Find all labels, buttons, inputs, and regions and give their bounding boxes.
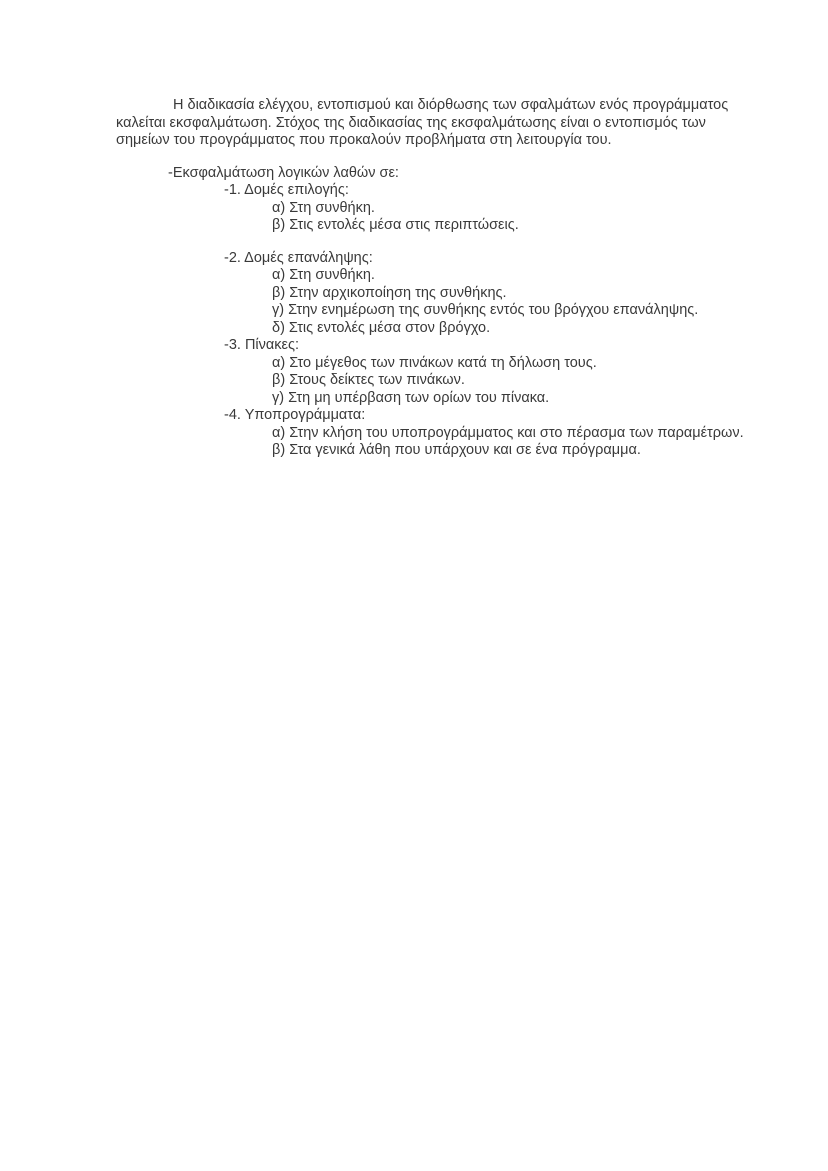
section-title: -2. Δομές επανάληψης: <box>224 249 373 266</box>
list-item: β) Στα γενικά λάθη που υπάρχουν και σε ένα πρόγραμμα. <box>272 442 641 458</box>
paragraph-line: καλείται εκσφαλμάτωση. Στόχος της διαδικασίας της εκσφαλμάτωσης είναι ο εντοπισμός των <box>116 114 706 131</box>
intro-paragraph <box>116 97 729 150</box>
paragraph-line: Η διαδικασία ελέγχου, εντοπισμού και διόρθωσης των σφαλμάτων ενός προγράμματος <box>173 97 729 113</box>
list-item: δ) Στις εντολές μέσα στον βρόγχο. <box>272 319 491 336</box>
section-title: -4. Υποπρογράμματα: <box>224 407 366 423</box>
list-section-1 <box>116 182 718 235</box>
list-section-4 <box>116 407 744 460</box>
list-section-3 <box>116 337 718 407</box>
list-item: γ) Στη μη υπέρβαση των ορίων του πίνακα. <box>272 389 550 406</box>
paragraph-line: σημείων του προγράμματος που προκαλούν προβλήματα στη λειτουργία του. <box>116 132 612 148</box>
list-section-2 <box>116 250 718 338</box>
list-item: β) Στους δείκτες των πινάκων. <box>272 372 465 388</box>
list-heading: -Εκσφαλμάτωση λογικών λαθών σε: <box>168 164 399 181</box>
list-item: β) Στην αρχικοποίηση της συνθήκης. <box>272 284 507 301</box>
section-title: -1. Δομές επιλογής: <box>224 182 349 198</box>
list-item: β) Στις εντολές μέσα στις περιπτώσεις. <box>272 217 519 233</box>
list-item: α) Στο μέγεθος των πινάκων κατά τη δήλωση τους. <box>272 354 597 371</box>
list-item: α) Στη συνθήκη. <box>272 267 375 283</box>
list-item: α) Στη συνθήκη. <box>272 199 375 216</box>
list-item: γ) Στην ενημέρωση της συνθήκης εντός του βρόγχου επανάληψης. <box>272 302 699 318</box>
section-title: -3. Πίνακες: <box>224 337 300 353</box>
list-item: α) Στην κλήση του υποπρογράμματος και στο πέρασμα των παραμέτρων. <box>272 424 744 441</box>
